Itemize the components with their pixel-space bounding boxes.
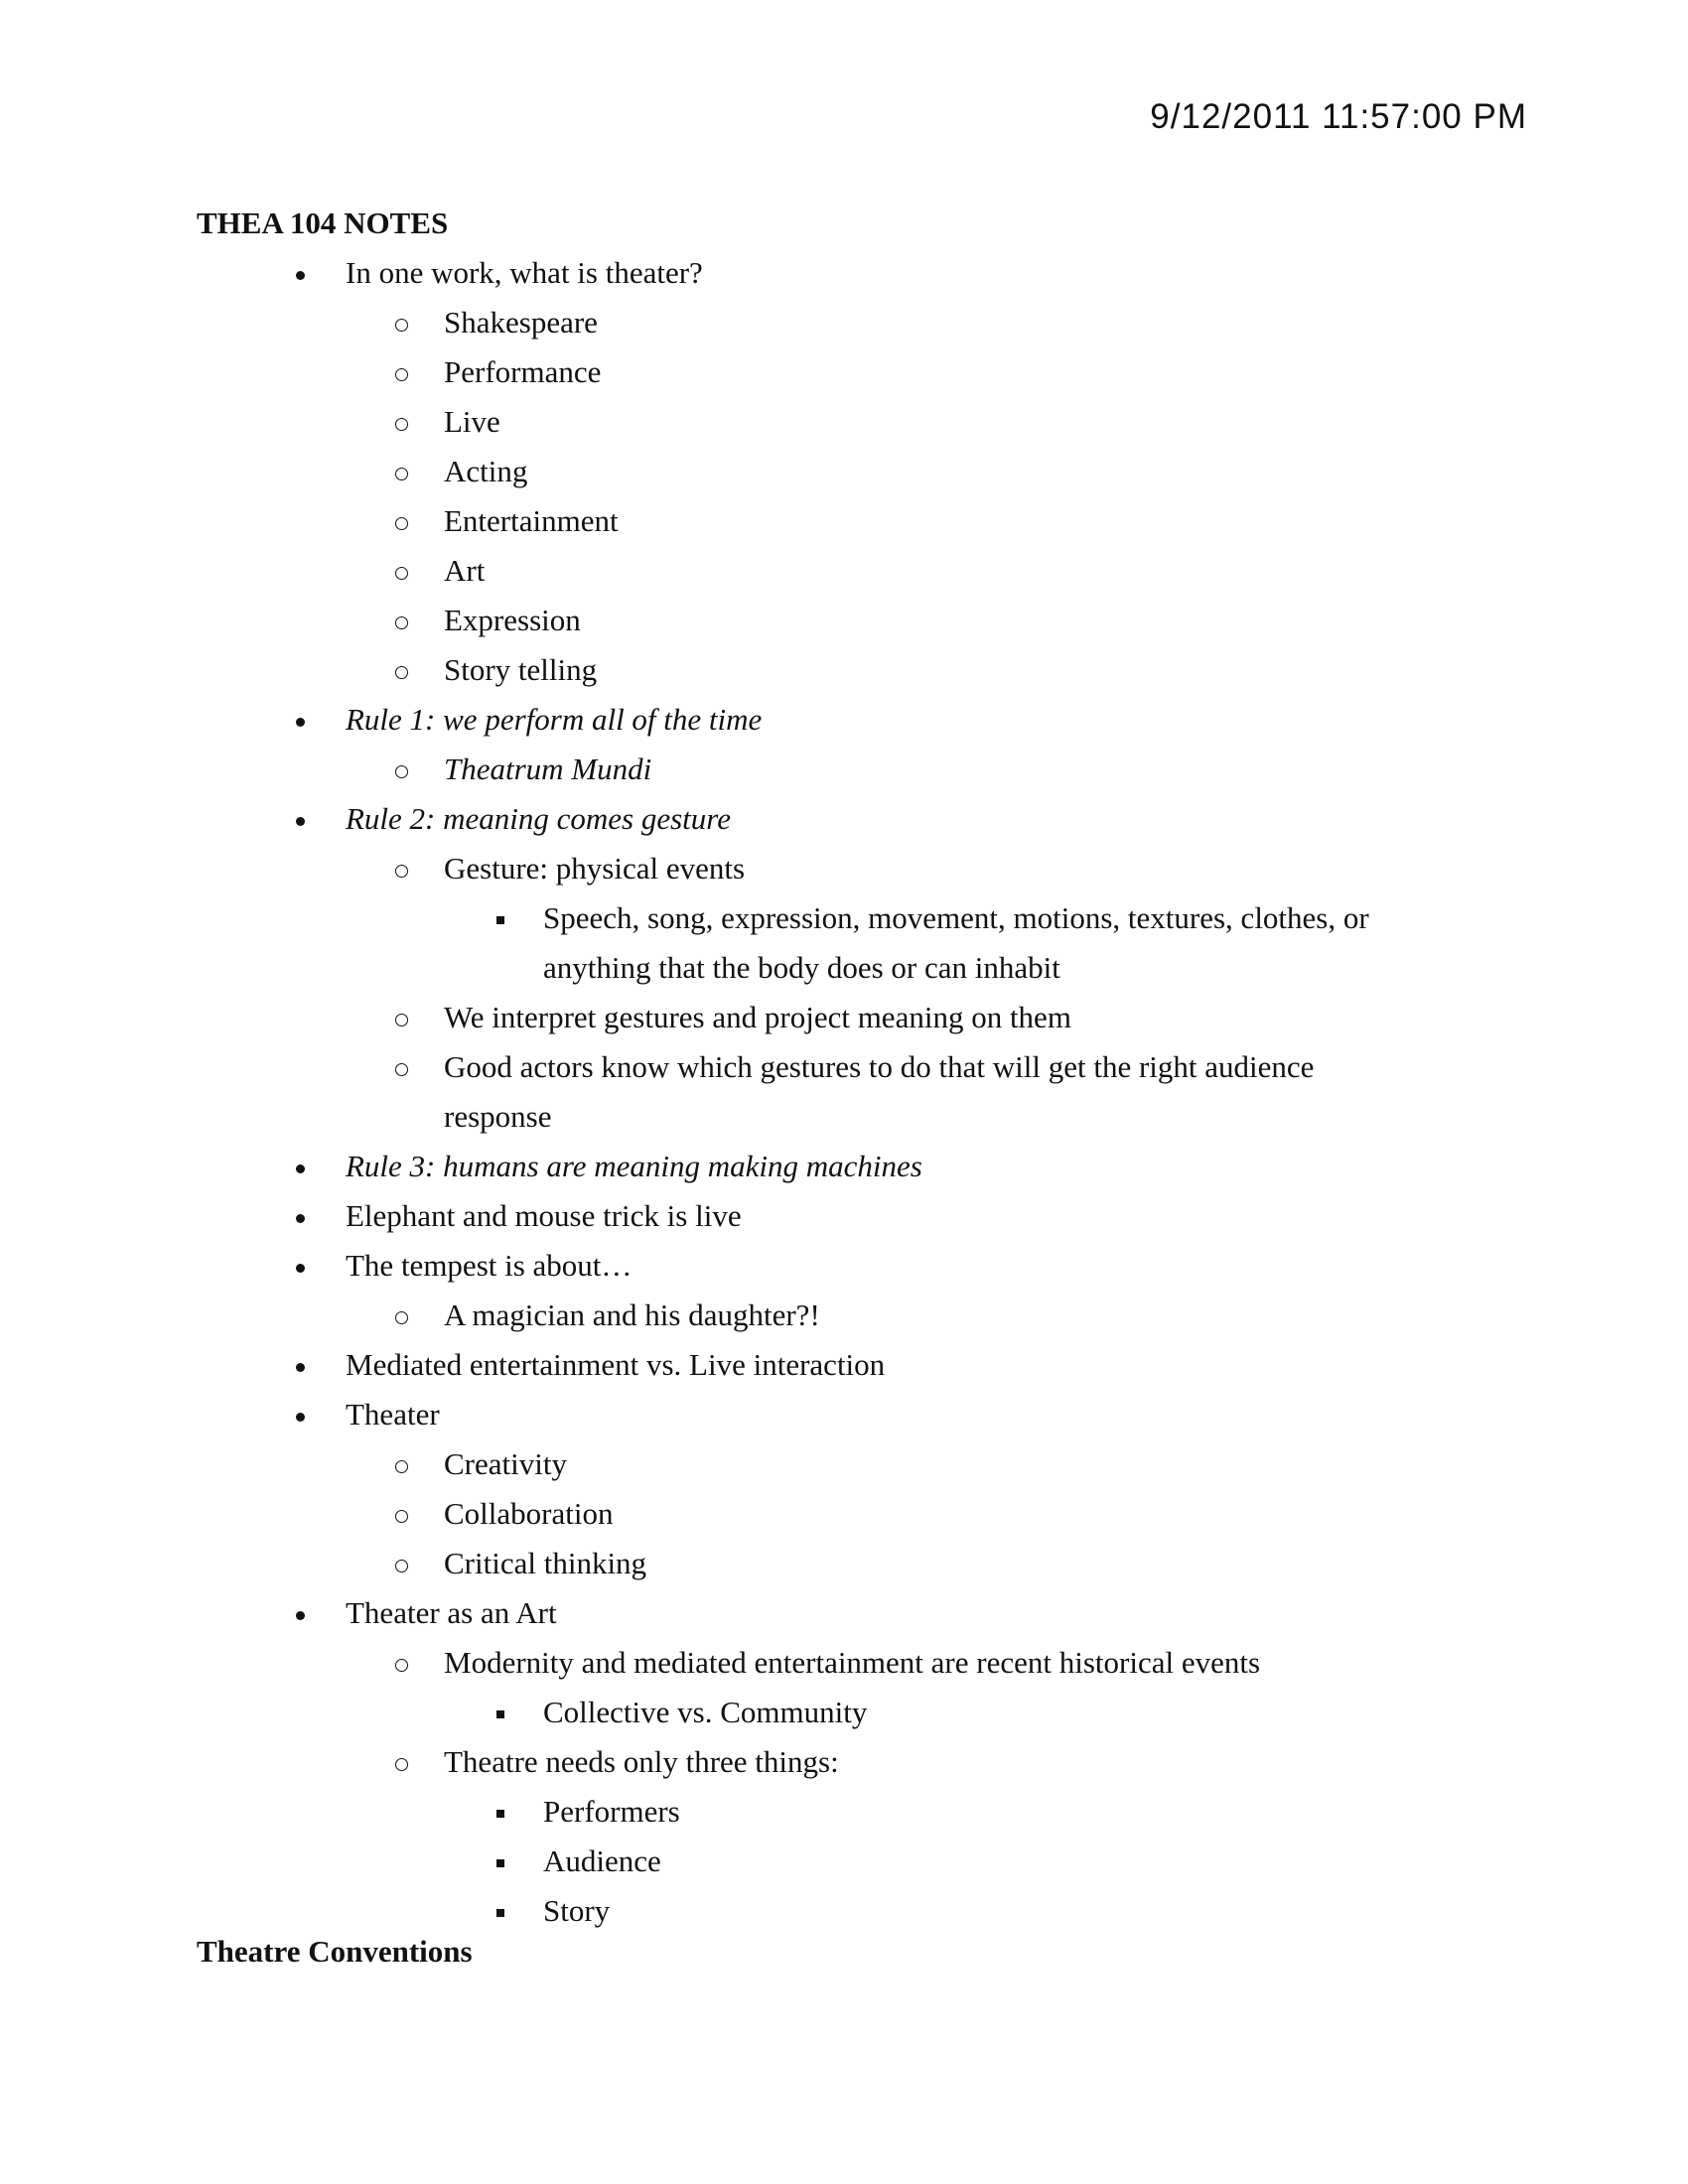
circle-bullet-icon bbox=[395, 645, 408, 695]
list-item: Theater bbox=[0, 1390, 1688, 1439]
square-bullet-icon bbox=[496, 1886, 504, 1936]
list-item: Performers bbox=[0, 1787, 1688, 1837]
list-item: Theatre needs only three things: bbox=[0, 1737, 1688, 1787]
list-item: Theater as an Art bbox=[0, 1588, 1688, 1638]
bullet-icon bbox=[296, 1191, 305, 1241]
page-title: THEA 104 NOTES bbox=[197, 205, 449, 240]
circle-bullet-icon bbox=[395, 745, 408, 794]
bullet-icon bbox=[296, 794, 305, 844]
list-item: Good actors know which gestures to do that will get the right audience response bbox=[0, 1042, 1688, 1142]
bullet-icon bbox=[296, 1390, 305, 1439]
circle-bullet-icon bbox=[395, 347, 408, 397]
square-bullet-icon bbox=[496, 893, 504, 943]
notes-outline bbox=[0, 248, 1688, 1936]
list-item: Performance bbox=[0, 347, 1688, 397]
square-bullet-icon bbox=[496, 1787, 504, 1837]
list-item: Entertainment bbox=[0, 496, 1688, 546]
list-item: Rule 3: humans are meaning making machines bbox=[0, 1142, 1688, 1191]
list-item: Speech, song, expression, movement, motions, textures, clothes, or anything that the body does or can inhabit bbox=[0, 893, 1688, 993]
circle-bullet-icon bbox=[395, 1291, 408, 1340]
list-item: Collective vs. Community bbox=[0, 1688, 1688, 1737]
circle-bullet-icon bbox=[395, 993, 408, 1042]
bullet-icon bbox=[296, 1142, 305, 1191]
list-item: Creativity bbox=[0, 1439, 1688, 1489]
list-item: We interpret gestures and project meaning on them bbox=[0, 993, 1688, 1042]
circle-bullet-icon bbox=[395, 1439, 408, 1489]
bullet-icon bbox=[296, 1241, 305, 1291]
list-item: Audience bbox=[0, 1837, 1688, 1886]
list-item: Rule 2: meaning comes gesture bbox=[0, 794, 1688, 844]
list-item: Collaboration bbox=[0, 1489, 1688, 1539]
circle-bullet-icon bbox=[395, 844, 408, 893]
list-item: Rule 1: we perform all of the time bbox=[0, 695, 1688, 745]
section-heading: Theatre Conventions bbox=[197, 1934, 473, 1969]
list-item: Expression bbox=[0, 596, 1688, 645]
list-item: Critical thinking bbox=[0, 1539, 1688, 1588]
bullet-icon bbox=[296, 1340, 305, 1390]
circle-bullet-icon bbox=[395, 546, 408, 596]
list-item: Mediated entertainment vs. Live interaction bbox=[0, 1340, 1688, 1390]
list-item: Story bbox=[0, 1886, 1688, 1936]
list-item: A magician and his daughter?! bbox=[0, 1291, 1688, 1340]
list-item: In one work, what is theater? bbox=[0, 248, 1688, 298]
circle-bullet-icon bbox=[395, 447, 408, 496]
circle-bullet-icon bbox=[395, 1489, 408, 1539]
bullet-icon bbox=[296, 1588, 305, 1638]
list-item: Live bbox=[0, 397, 1688, 447]
square-bullet-icon bbox=[496, 1688, 504, 1737]
list-item: Shakespeare bbox=[0, 298, 1688, 347]
circle-bullet-icon bbox=[395, 496, 408, 546]
circle-bullet-icon bbox=[395, 1042, 408, 1092]
circle-bullet-icon bbox=[395, 397, 408, 447]
list-item: The tempest is about… bbox=[0, 1241, 1688, 1291]
list-item: Gesture: physical events bbox=[0, 844, 1688, 893]
list-item: Theatrum Mundi bbox=[0, 745, 1688, 794]
list-item: Art bbox=[0, 546, 1688, 596]
bullet-icon bbox=[296, 248, 305, 298]
circle-bullet-icon bbox=[395, 1737, 408, 1787]
square-bullet-icon bbox=[496, 1837, 504, 1886]
circle-bullet-icon bbox=[395, 1638, 408, 1688]
timestamp: 9/12/2011 11:57:00 PM bbox=[1150, 97, 1527, 136]
circle-bullet-icon bbox=[395, 1539, 408, 1588]
circle-bullet-icon bbox=[395, 298, 408, 347]
list-item: Modernity and mediated entertainment are recent historical events bbox=[0, 1638, 1688, 1688]
bullet-icon bbox=[296, 695, 305, 745]
circle-bullet-icon bbox=[395, 596, 408, 645]
list-item: Acting bbox=[0, 447, 1688, 496]
list-item: Story telling bbox=[0, 645, 1688, 695]
list-item: Elephant and mouse trick is live bbox=[0, 1191, 1688, 1241]
